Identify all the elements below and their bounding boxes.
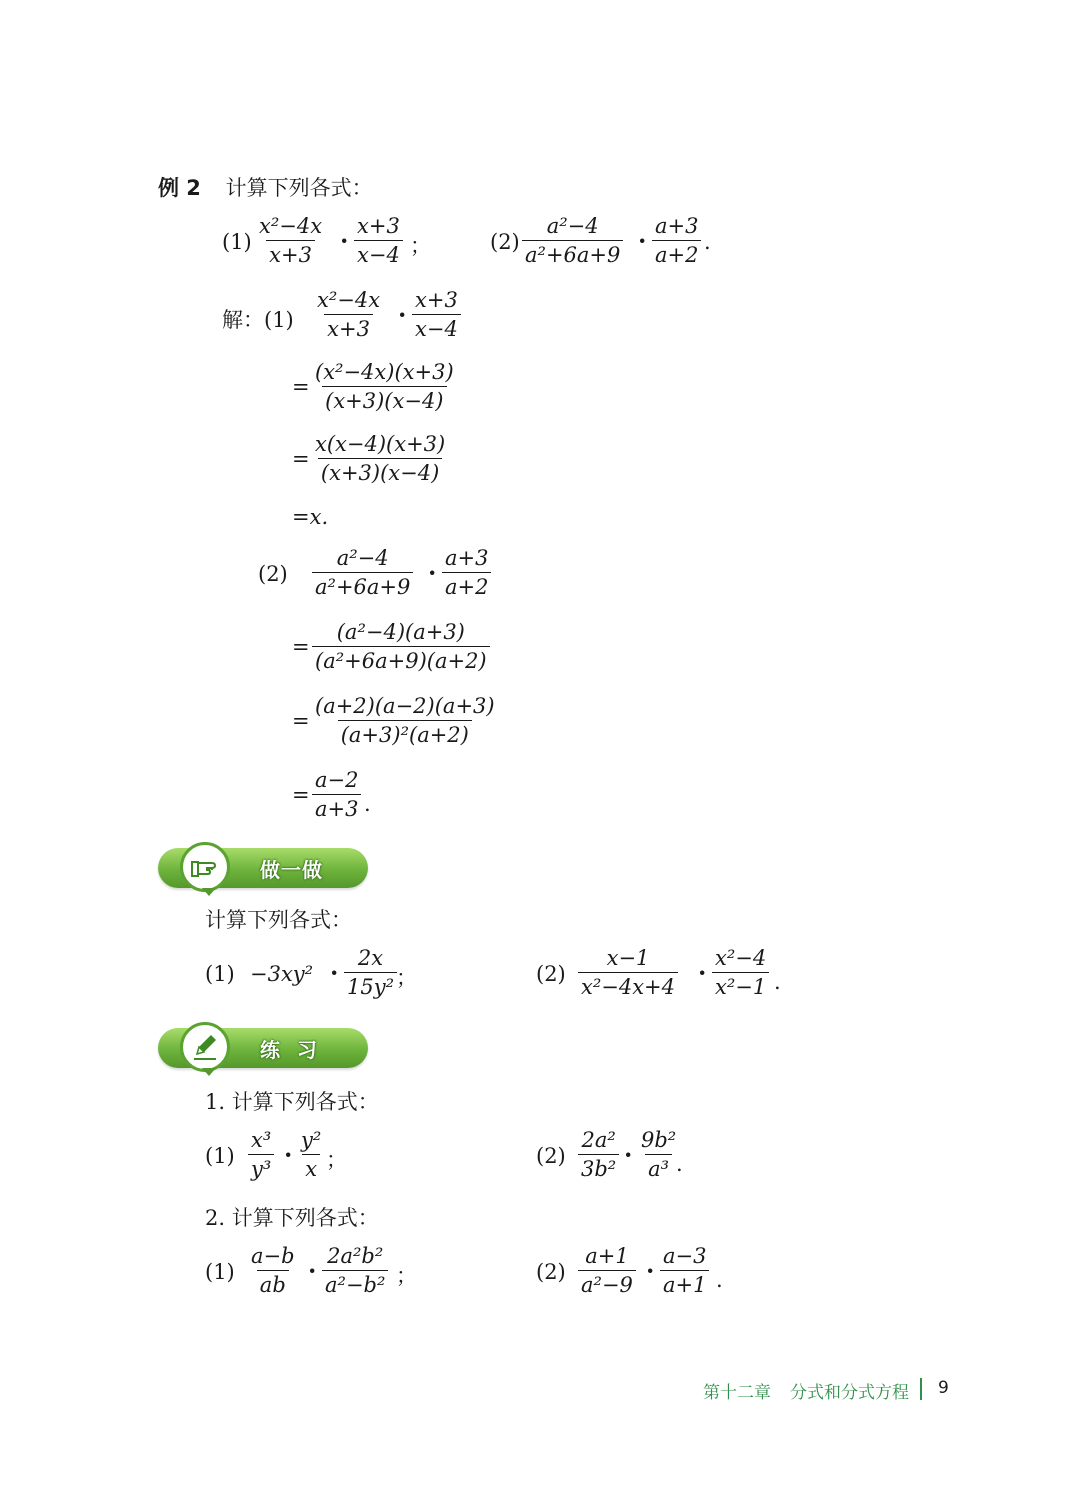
footer-chapter: 第十二章	[703, 1383, 771, 1403]
practice-q2-p1-fraction-a: $\frac{a-b}{ab}$	[251, 1244, 295, 1297]
page-number: 9	[938, 1378, 949, 1398]
banner-pointer	[202, 888, 216, 896]
footer-title: 分式和分式方程	[790, 1383, 909, 1403]
pencil-icon	[180, 1022, 230, 1072]
solution-2-step2-fraction: $\frac{\text{(a²−4)(a+3)}}{\text{(a²+6a+9)(a+2)}}$	[312, 620, 490, 673]
multiply-dot: ·	[638, 226, 647, 255]
example-label: 例 2	[158, 176, 201, 200]
example-p2-fraction-b: $\frac{a+3}{a+2}$	[652, 214, 701, 267]
multiply-dot: ·	[330, 958, 339, 987]
multiply-dot: ·	[646, 1256, 655, 1285]
solution-2-step1-fraction-b: $\frac{a+3}{a+2}$	[442, 546, 491, 599]
solution-1-result: =x.	[292, 505, 329, 529]
practice-q1-p1-fraction-b: $\frac{\text{y²}}{x}$	[301, 1128, 322, 1181]
multiply-dot: ·	[308, 1256, 317, 1285]
practice-q2-p2-index: (2)	[536, 1260, 566, 1284]
try-it-prompt: 计算下列各式：	[205, 908, 352, 932]
equals-sign: =	[292, 375, 310, 399]
multiply-dot: ·	[284, 1140, 293, 1169]
solution-label: 解：(1)	[222, 308, 294, 332]
try-it-p1-lead: −3xy²	[250, 962, 314, 986]
solution-2-result-fraction: $\frac{a-2}{a+3}$	[312, 768, 361, 821]
practice-q2-p1-index: (1)	[205, 1260, 235, 1284]
solution-2-index: (2)	[258, 562, 288, 586]
solution-2-step1-fraction-a: $\frac{\text{a²−4}}{\text{a²+6a+9}}$	[312, 546, 413, 599]
practice-q1-p2-fraction-a: $\frac{\text{2a²}}{\text{3b²}}$	[578, 1128, 619, 1181]
try-it-p1-fraction: $\frac{2x}{\text{15y²}}$	[344, 946, 397, 999]
practice-q1-p1-index: (1)	[205, 1144, 235, 1168]
practice-q2-p1-fraction-b: $\frac{\text{2a²b²}}{\text{a²−b²}}$	[322, 1244, 388, 1297]
try-it-p2-index: (2)	[536, 962, 566, 986]
footer-divider	[920, 1378, 922, 1400]
pointing-hand-icon	[180, 842, 230, 892]
try-it-banner	[158, 848, 368, 888]
punctuation: ；	[410, 234, 431, 258]
punctuation: ；	[396, 1264, 417, 1288]
solution-1-step3-fraction: $\frac{x(x-4)(x+3)}{(x+3)(x-4)}$	[315, 432, 446, 485]
equals-sign: =	[292, 635, 310, 659]
equals-sign: =	[292, 709, 310, 733]
practice-q1-p1-fraction-a: $\frac{\text{x³}}{\text{y³}}$	[248, 1128, 274, 1181]
practice-q1-p2-fraction-b: $\frac{\text{9b²}}{\text{a³}}$	[641, 1128, 677, 1181]
multiply-dot: ·	[698, 958, 707, 987]
multiply-dot: ·	[340, 226, 349, 255]
multiply-dot: ·	[428, 558, 437, 587]
equals-sign: =	[292, 783, 310, 807]
practice-q1-prompt: 1. 计算下列各式：	[205, 1090, 379, 1114]
solution-2-step3-fraction: $\frac{(a+2)(a-2)(a+3)}{\text{(a+3)²(a+2)}}$	[315, 694, 495, 747]
example-heading	[158, 172, 373, 202]
practice-banner	[158, 1028, 368, 1068]
punctuation: .	[364, 792, 371, 816]
practice-q2-prompt: 2. 计算下列各式：	[205, 1206, 379, 1230]
punctuation: .	[716, 1268, 723, 1292]
multiply-dot: ·	[398, 300, 407, 329]
practice-q2-p2-fraction-b: $\frac{a-3}{a+1}$	[660, 1244, 709, 1297]
try-it-p2-fraction-b: $\frac{\text{x²−4}}{\text{x²−1}}$	[712, 946, 769, 999]
multiply-dot: ·	[624, 1140, 633, 1169]
banner-pointer	[202, 1068, 216, 1076]
practice-label: 练 习	[260, 1038, 318, 1062]
try-it-p2-fraction-a: $\frac{x-1}{\text{x²−4x+4}}$	[578, 946, 678, 999]
example-prompt: 计算下列各式：	[225, 176, 373, 200]
solution-1-step1-fraction-a: $\frac{\text{x²−4x}}{x+3}$	[317, 288, 381, 341]
punctuation: .	[774, 970, 781, 994]
punctuation: ；	[396, 966, 417, 990]
example-p2-fraction-a: $\frac{\text{a²−4}}{\text{a²+6a+9}}$	[522, 214, 623, 267]
example-p1-fraction-b: $\frac{x+3}{x-4}$	[354, 214, 403, 267]
punctuation: .	[704, 230, 711, 254]
try-it-p1-index: (1)	[205, 962, 235, 986]
solution-1-step2-fraction: $\frac{\text{(x²−4x)(x+3)}}{(x+3)(x-4)}$	[315, 360, 454, 413]
practice-q1-p2-index: (2)	[536, 1144, 566, 1168]
equals-sign: =	[292, 447, 310, 471]
example-p2-index: (2)	[490, 230, 520, 254]
punctuation: .	[676, 1152, 683, 1176]
practice-q2-p2-fraction-a: $\frac{a+1}{\text{a²−9}}$	[578, 1244, 636, 1297]
punctuation: ；	[326, 1148, 347, 1172]
solution-1-step1-fraction-b: $\frac{x+3}{x-4}$	[412, 288, 461, 341]
example-p1-fraction-a: $\frac{\text{x²−4x}}{x+3}$	[259, 214, 323, 267]
example-p1-index: (1)	[222, 230, 252, 254]
try-it-label: 做一做	[260, 858, 323, 882]
